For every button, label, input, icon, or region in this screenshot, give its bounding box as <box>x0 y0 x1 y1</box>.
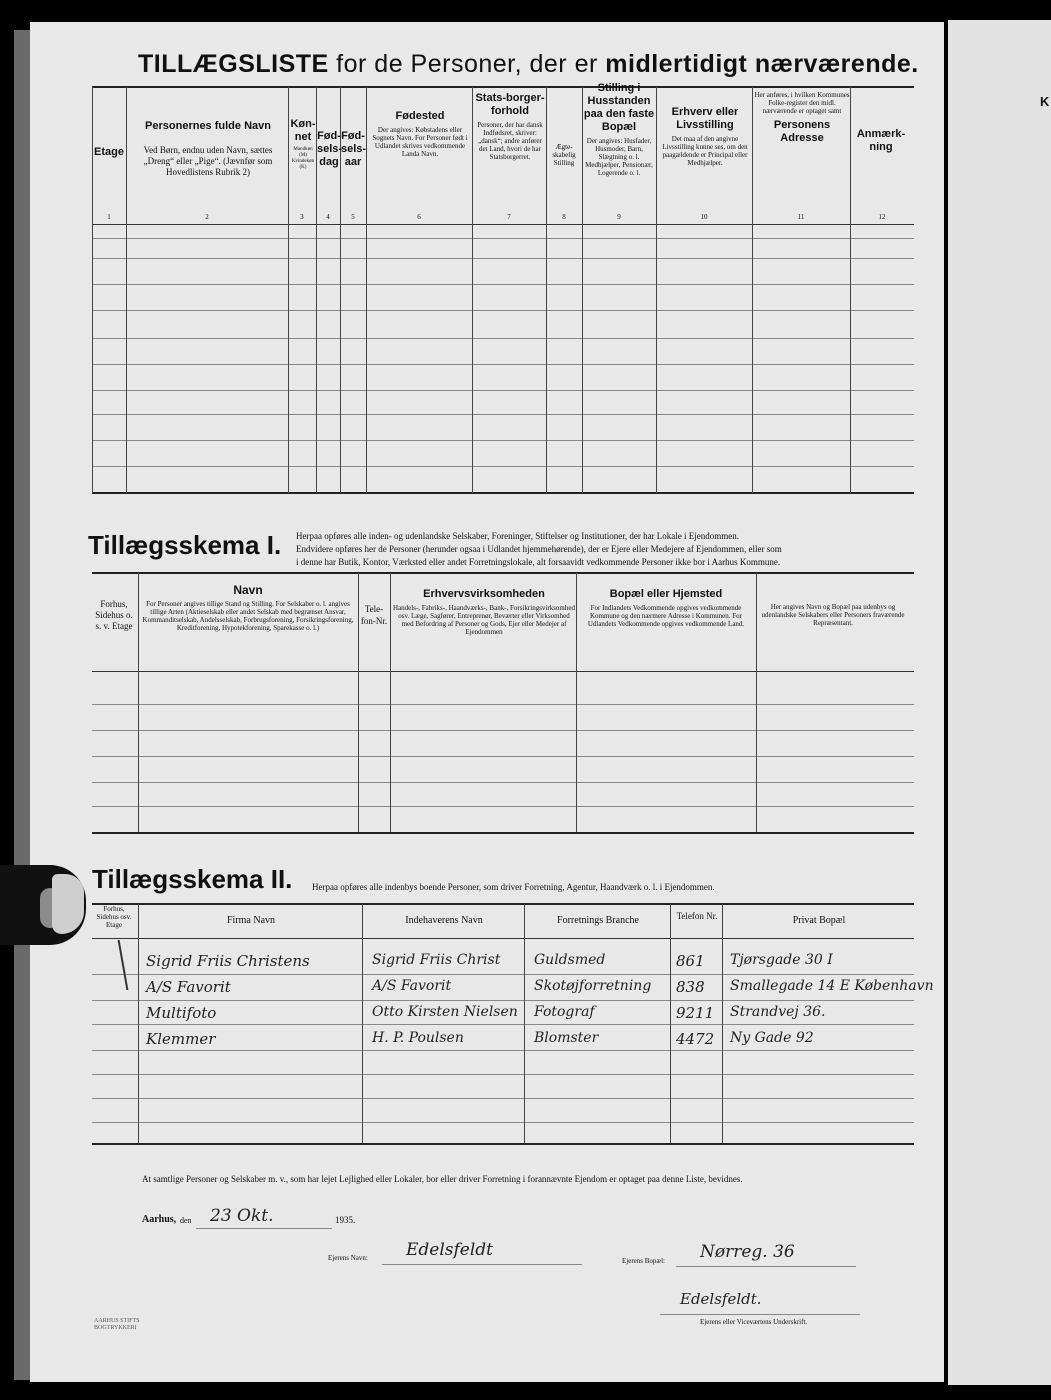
table1-row-rule <box>92 310 914 311</box>
skema2-col-indehaver: Indehaverens Navn <box>405 915 483 926</box>
skema2-top-rule <box>92 903 914 905</box>
printer-imprint: AARHUS STIFTS BOGTRYKKERI <box>94 1318 140 1331</box>
skema2-row-rule <box>92 1000 914 1001</box>
entry-telefon: 9211 <box>676 1004 715 1022</box>
skema2-column-rule <box>670 904 671 1143</box>
tillaegsliste-title <box>138 50 919 79</box>
column-number: 4 <box>326 213 330 221</box>
year-label: 1935. <box>335 1215 356 1225</box>
skema2-row-rule <box>92 1098 914 1099</box>
entry-bopael: Strandvej 36. <box>730 1004 826 1020</box>
title-bold: TILLÆGSLISTE <box>138 50 329 78</box>
title-bold2: midlertidigt nærværende. <box>605 50 919 78</box>
skema2-row-rule <box>92 1024 914 1025</box>
col-adresse-header: Her anføres, i hvilken Kommunes Folke-register den midl. nærværende er optaget samt Personens Adresse <box>754 91 850 144</box>
column-number: 12 <box>878 213 886 221</box>
col-navn-header: Personernes fulde Navn Ved Børn, endnu uden Navn, sættes „Dreng“ eller „Pige“. (Jævnfør som Hovedlistens Rubrik 2) <box>143 120 273 177</box>
skema2-col-firma: Firma Navn <box>226 915 276 926</box>
skema1-column-rule <box>756 573 757 832</box>
den-label: den <box>180 1216 192 1225</box>
skema1-col-navn: Navn For Personer angives tillige Stand og Stilling. For Selskaber o. l. angives tillige Arten (Aktieselskab eller andet Selskab med begrænset Ansvar, Kommanditselskab, Andelsselskab, Forbrugsforening, Forsikringsforening, Kreditforening, Hypotekforening, Sparekasse o. l.) <box>142 583 354 632</box>
skema1-column-rule <box>390 573 391 832</box>
entry-telefon: 4472 <box>676 1030 715 1048</box>
skema1-col-etage: Forhus, Sidehus o. s. v. Etage <box>95 599 133 631</box>
skema1-top-rule <box>92 572 914 574</box>
entry-indehaver: H. P. Poulsen <box>372 1030 464 1046</box>
skema1-row-rule <box>92 756 914 757</box>
table1-row-rule <box>92 364 914 365</box>
column-number: 7 <box>507 213 511 221</box>
table1-row-rule <box>92 238 914 239</box>
title-rest: for de Personer, der er <box>336 50 598 78</box>
table1-row-rule <box>92 258 914 259</box>
entry-telefon: 861 <box>676 952 705 970</box>
column-number: 10 <box>700 213 708 221</box>
owner-address-handwritten: Nørreg. 36 <box>700 1242 795 1262</box>
skema2-row-rule <box>92 1050 914 1051</box>
skema1-column-rule <box>138 573 139 832</box>
skema1-row-rule <box>92 730 914 731</box>
table1-row-rule <box>92 284 914 285</box>
column-number: 8 <box>562 213 566 221</box>
col-statsborger-header: Stats-borger-forhold Personer, der har dansk Indfødsret, skriver: „dansk“; andre anfører det Land, hvori de har Statsborgerret. <box>475 92 545 161</box>
skema2-col-branche: Forretnings Branche <box>557 915 639 926</box>
skema1-header-rule <box>92 671 914 672</box>
adjacent-page-letter: K <box>1040 94 1050 109</box>
skema1-row-rule <box>92 806 914 807</box>
skema2-row-rule <box>92 1074 914 1075</box>
signature-handwritten: Edelsfeldt. <box>680 1290 762 1308</box>
owner-name-line <box>382 1264 582 1265</box>
entry-bopael: Smallegade 14 E København <box>730 978 934 994</box>
entry-bopael: Ny Gade 92 <box>730 1030 814 1046</box>
col-foedested-header: Fødested Der angives: Købstadens eller Sognets Navn. For Personer født i Udlandet skrives vedkommende Landa Navn. <box>372 110 468 158</box>
table1-column-rule <box>366 87 367 493</box>
table1-row-rule <box>92 466 914 467</box>
skema2-row-rule <box>92 974 914 975</box>
skema2-column-rule <box>722 904 723 1143</box>
col-erhverv-header: Erhverv eller Livsstilling Det maa af den angivne Livsstilling kunne ses, om den paagældende er Principal eller Medhjælper. <box>662 106 748 167</box>
table1-row-rule <box>92 440 914 441</box>
signature-line <box>660 1314 860 1315</box>
skema2-title: Tillægsskema II. <box>92 864 293 894</box>
entry-firma: A/S Favorit <box>146 978 231 996</box>
signature-label: Ejerens eller Viceværtens Underskrift. <box>700 1318 808 1326</box>
skema1-column-rule <box>358 573 359 832</box>
col-foedselsdag-header: Fød-sels-dag <box>317 130 343 168</box>
column-number: 9 <box>617 213 621 221</box>
table1-header-rule <box>92 224 914 225</box>
skema1-col-repraesentant: Her angives Navn og Bopæl paa udenbys og udenlandske Selskabers eller Personers fraværende Repræsentant. <box>761 603 905 627</box>
col-etage-header: Etage <box>94 146 124 158</box>
entry-firma: Klemmer <box>146 1030 216 1048</box>
table1-row-rule <box>92 338 914 339</box>
date-handwritten: 23 Okt. <box>210 1206 274 1226</box>
column-number: 6 <box>417 213 421 221</box>
skema1-col-bopael: Bopæl eller Hjemsted For Indlandets Vedkommende opgives vedkommende Kommune og den nærmere Adresse i Kommunen. For Udlandets Vedkommende opgives vedkommende Land. <box>587 588 745 628</box>
owner-address-line <box>676 1266 856 1267</box>
skema2-col-telefon: Telefon Nr. <box>676 911 718 921</box>
column-number: 5 <box>351 213 355 221</box>
owner-name-label: Ejerens Navn: <box>328 1254 368 1262</box>
entry-indehaver: A/S Favorit <box>372 978 452 994</box>
skema2-col-etage: Forhus, Sidehus osv. Etage <box>96 905 132 929</box>
table1-column-rule <box>850 87 851 493</box>
entry-telefon: 838 <box>676 978 705 996</box>
skema1-col-erhverv: Erhvervsvirksomheden Handels-, Fabriks-, Haandværks-, Bank-, Forsikringsvirksomhed osv. Læge, Sagfører, Entreprenør, Beværter eller Virksomhed med Befordring af Personer og Gods, Ejer eller Medejer af Ejendommen <box>393 588 575 636</box>
date-line <box>196 1228 332 1229</box>
skema1-column-rule <box>576 573 577 832</box>
skema1-bottom-rule <box>92 832 914 834</box>
column-number: 3 <box>300 213 304 221</box>
entry-branche: Skotøjforretning <box>534 978 652 994</box>
table1-column-rule <box>472 87 473 493</box>
owner-name-handwritten: Edelsfeldt <box>406 1240 494 1260</box>
skema1-description: Herpaa opføres alle inden- og udenlandske Selskaber, Foreninger, Stiftelser og Institutioner, der har Lokale i Ejendommen. Endvidere opføres her de Personer (herunder ogsaa i Udlandet hjemmehørende), der er Ejere eller Medejere af Ejendommen, eller som i denne har Butik, Kontor, Værksted eller andet Forretningslokale, alt forsaavidt vedkommende Personer ikke bor i Aarhus Kommune. <box>296 531 782 567</box>
skema2-column-rule <box>138 904 139 1143</box>
entry-indehaver: Otto Kirsten Nielsen <box>372 1004 518 1020</box>
skema2-header-rule <box>92 938 914 939</box>
skema1-row-rule <box>92 704 914 705</box>
entry-branche: Blomster <box>534 1030 599 1046</box>
skema2-description: Herpaa opføres alle indenbys boende Personer, som driver Forretning, Agentur, Haandværk o. l. i Ejendommen. <box>312 882 715 892</box>
table1-column-rule <box>126 87 127 493</box>
col-koen-header: Køn-net Mandkøn (M) Kvindekøn (K) <box>290 118 316 170</box>
city-label: Aarhus, <box>142 1214 177 1225</box>
attestation-statement: At samtlige Personer og Selskaber m. v., som har lejet Lejlighed eller Lokaler, bor eller driver Forretning i forannævnte Ejendom er optaget paa denne Liste, bevidnes. <box>142 1174 743 1184</box>
col-anmaerkning-header: Anmærk-ning <box>856 128 906 153</box>
owner-address-label: Ejerens Bopæl: <box>622 1257 665 1265</box>
skema2-row-rule <box>92 1122 914 1123</box>
entry-firma: Multifoto <box>146 1004 217 1022</box>
skema2-column-rule <box>362 904 363 1143</box>
table1-bottom-rule <box>92 492 914 494</box>
entry-branche: Fotograf <box>534 1004 595 1020</box>
table1-row-rule <box>92 390 914 391</box>
table1-row-rule <box>92 414 914 415</box>
col-aegteskab-header: Ægte-skabelig Stilling <box>552 143 576 167</box>
column-number: 1 <box>107 213 111 221</box>
entry-indehaver: Sigrid Friis Christ <box>372 952 501 968</box>
column-number: 11 <box>797 213 805 221</box>
skema1-row-rule <box>92 782 914 783</box>
entry-firma: Sigrid Friis Christens <box>146 952 310 970</box>
column-number: 2 <box>205 213 209 221</box>
col-stilling-header: Stilling i Husstanden paa den faste Bopæl Der angives: Husfader, Husmoder, Barn, Slægtning o. l. Medhjælper, Pensionær, Logerende o. l. <box>583 82 655 177</box>
entry-bopael: Tjørsgade 30 I <box>730 952 833 968</box>
skema2-bottom-rule <box>92 1143 914 1145</box>
skema2-column-rule <box>524 904 525 1143</box>
skema1-title: Tillægsskema I. <box>88 530 282 560</box>
entry-branche: Guldsmed <box>534 952 606 968</box>
col-foedselsaar-header: Fød-sels-aar <box>341 130 367 168</box>
binding-artifact-highlight <box>52 874 84 934</box>
skema1-col-telefon: Tele-fon-Nr. <box>360 604 388 626</box>
skema2-col-bopael: Privat Bopæl <box>792 915 846 926</box>
adjacent-page <box>948 20 1051 1385</box>
